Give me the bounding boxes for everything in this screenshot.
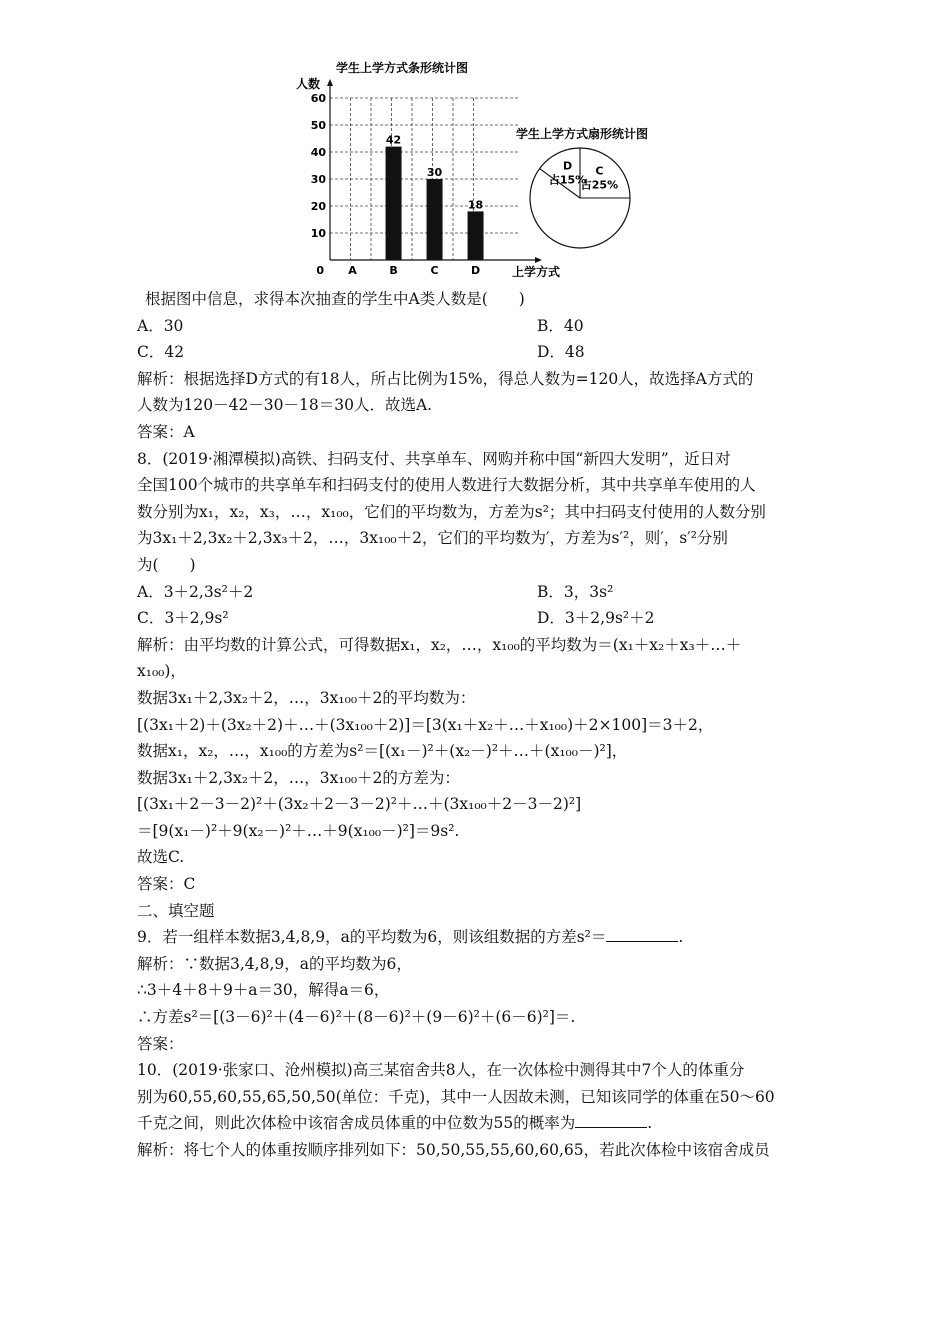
q8-analysis-1: 解析：由平均数的计算公式，可得数据x₁，x₂，…，x₁₀₀的平均数为＝(x₁＋x₂＋x₃＋…＋ xyxy=(137,635,742,654)
q7-analysis-1: 解析：根据选择D方式的有18人，所占比例为15%，得总人数为=120人，故选择A方式的 xyxy=(137,369,754,388)
q9-stem-text: 9．若一组样本数据3,4,8,9，a的平均数为6，则该组数据的方差s²＝ xyxy=(137,928,607,947)
y-tick-label: 60 xyxy=(310,92,326,105)
q7-option-b: B．40 xyxy=(537,316,584,335)
y-tick-label: 10 xyxy=(310,227,326,240)
q9-answer-blank[interactable] xyxy=(606,925,678,942)
q7-option-c: C．42 xyxy=(137,343,185,362)
q7-option-d: D．48 xyxy=(537,343,585,362)
pie-slice-c-label: 占25% xyxy=(580,178,619,192)
q8-option-a: A．3＋2,3s²＋2 xyxy=(137,582,254,601)
y-tick-label: 20 xyxy=(310,200,326,213)
y-tick-label: 30 xyxy=(310,173,326,186)
q8-analysis-6: 数据3x₁＋2,3x₂＋2，…，3x₁₀₀＋2的方差为： xyxy=(137,768,460,787)
pie-slice-d-label: 占15% xyxy=(548,173,587,187)
bar-chart-title: 学生上学方式条形统计图 xyxy=(336,61,469,75)
q8-line-2: 全国100个城市的共享单车和扫码支付的使用人数进行大数据分析，其中共享单车使用的人 xyxy=(137,476,756,495)
q8-line-5: 为( ) xyxy=(137,555,196,574)
q7-options-row2 xyxy=(137,339,827,366)
q10-line-3-end: . xyxy=(647,1114,653,1133)
q8-option-b: B．3，3s² xyxy=(537,582,614,601)
q8-analysis-4: [(3x₁＋2)＋(3x₂＋2)＋…＋(3x₁₀₀＋2)]＝[3(x₁＋x₂＋…＋x₁₀₀)＋2×100]＝3＋2， xyxy=(137,715,714,734)
bar-value-label: 30 xyxy=(426,166,443,179)
bar xyxy=(427,179,443,260)
q8-line-3: 数分别为x₁，x₂，x₃，…，x₁₀₀，它们的平均数为，方差为s²；其中扫码支付使用的人数分别 xyxy=(137,502,766,521)
q8-options-row2 xyxy=(137,605,827,632)
q10-answer-blank[interactable] xyxy=(575,1111,647,1128)
section-heading: 二、填空题 xyxy=(137,901,215,920)
pie-slice-c-letter: C xyxy=(595,164,604,178)
pie-chart-title: 学生上学方式扇形统计图 xyxy=(516,127,649,141)
x-axis-title: 上学方式 xyxy=(512,265,561,279)
bar-value-label: 42 xyxy=(385,133,402,147)
bar-value-label: 18 xyxy=(467,198,484,212)
q7-answer: 答案：A xyxy=(137,422,195,441)
x-tick-label: C xyxy=(430,264,439,277)
q8-analysis-2: x₁₀₀)， xyxy=(137,662,186,681)
q10-line-3 xyxy=(137,1110,827,1137)
origin-label: 0 xyxy=(316,264,324,277)
x-axis-arrow xyxy=(535,257,542,263)
q8-analysis-8: ＝[9(x₁－)²＋9(x₂－)²＋…＋9(x₁₀₀－)²]＝9s². xyxy=(137,821,460,840)
pie-slice-d-letter: D xyxy=(562,159,573,173)
q9-stem-end: . xyxy=(678,928,684,947)
q8-analysis-3: 数据3x₁＋2,3x₂＋2，…，3x₁₀₀＋2的平均数为： xyxy=(137,688,476,707)
q8-answer: 答案：C xyxy=(137,875,196,894)
q10-line-3-text: 千克之间，则此次体检中该宿舍成员体重的中位数为55的概率为 xyxy=(137,1114,576,1133)
q8-line-4: 为3x₁＋2,3x₂＋2,3x₃＋2，…，3x₁₀₀＋2，它们的平均数为′，方差为s′²，则′，s′²分别 xyxy=(137,529,728,548)
q9-analysis-1: 解析：∵数据3,4,8,9，a的平均数为6， xyxy=(137,954,412,973)
q7-analysis-2: 人数为120－42－30－18＝30人．故选A. xyxy=(137,396,433,415)
x-tick-label: A xyxy=(348,264,357,277)
q8-option-d: D．3＋2,9s²＋2 xyxy=(537,609,655,628)
q9-answer: 答案： xyxy=(137,1034,184,1053)
q9-stem xyxy=(137,924,827,951)
q8-line-1: 8．(2019·湘潭模拟)高铁、扫码支付、共享单车、网购并称中国“新四大发明”，近日对 xyxy=(137,449,731,468)
bar xyxy=(468,211,484,260)
q9-analysis-2: ∴3＋4＋8＋9＋a＝30，解得a＝6， xyxy=(137,981,390,1000)
y-axis-title: 人数 xyxy=(296,77,321,91)
q8-analysis-9: 故选C. xyxy=(137,848,185,867)
q10-line-2: 别为60,55,60,55,65,50,50(单位：千克)，其中一人因故未测，已知该同学的体重在50～60 xyxy=(137,1087,775,1106)
q7-stem: 根据图中信息，求得本次抽查的学生中A类人数是( ) xyxy=(145,290,525,308)
y-tick-label: 40 xyxy=(310,146,326,159)
bar-chart xyxy=(290,61,690,280)
q8-option-c: C．3＋2,9s² xyxy=(137,609,229,628)
bar xyxy=(386,147,402,260)
q8-options-row1 xyxy=(137,579,827,606)
question-content xyxy=(137,286,827,1164)
q8-analysis-7: [(3x₁＋2－3－2)²＋(3x₂＋2－3－2)²＋…＋(3x₁₀₀＋2－3－2)²] xyxy=(137,795,582,814)
q7-option-a: A．30 xyxy=(137,316,184,335)
q10-analysis-1: 解析：将七个人的体重按顺序排列如下：50,50,55,55,60,60,65，若此次体检中该宿舍成员 xyxy=(137,1141,770,1159)
q9-analysis-3: ∴方差s²＝[(3－6)²＋(4－6)²＋(8－6)²＋(9－6)²＋(6－6)²]＝. xyxy=(137,1008,576,1027)
y-tick-label: 50 xyxy=(310,119,326,132)
figures xyxy=(290,61,690,280)
q7-options-row1 xyxy=(137,313,827,340)
q10-line-1: 10．(2019·张家口、沧州模拟)高三某宿舍共8人，在一次体检中测得其中7个人的体重分 xyxy=(137,1061,745,1080)
y-axis-arrow xyxy=(327,79,333,86)
q8-analysis-5: 数据x₁，x₂，…，x₁₀₀的方差为s²＝[(x₁－)²＋(x₂－)²＋…＋(x₁₀₀－)²]， xyxy=(137,742,628,761)
x-tick-label: D xyxy=(470,264,481,277)
x-tick-label: B xyxy=(389,264,398,277)
